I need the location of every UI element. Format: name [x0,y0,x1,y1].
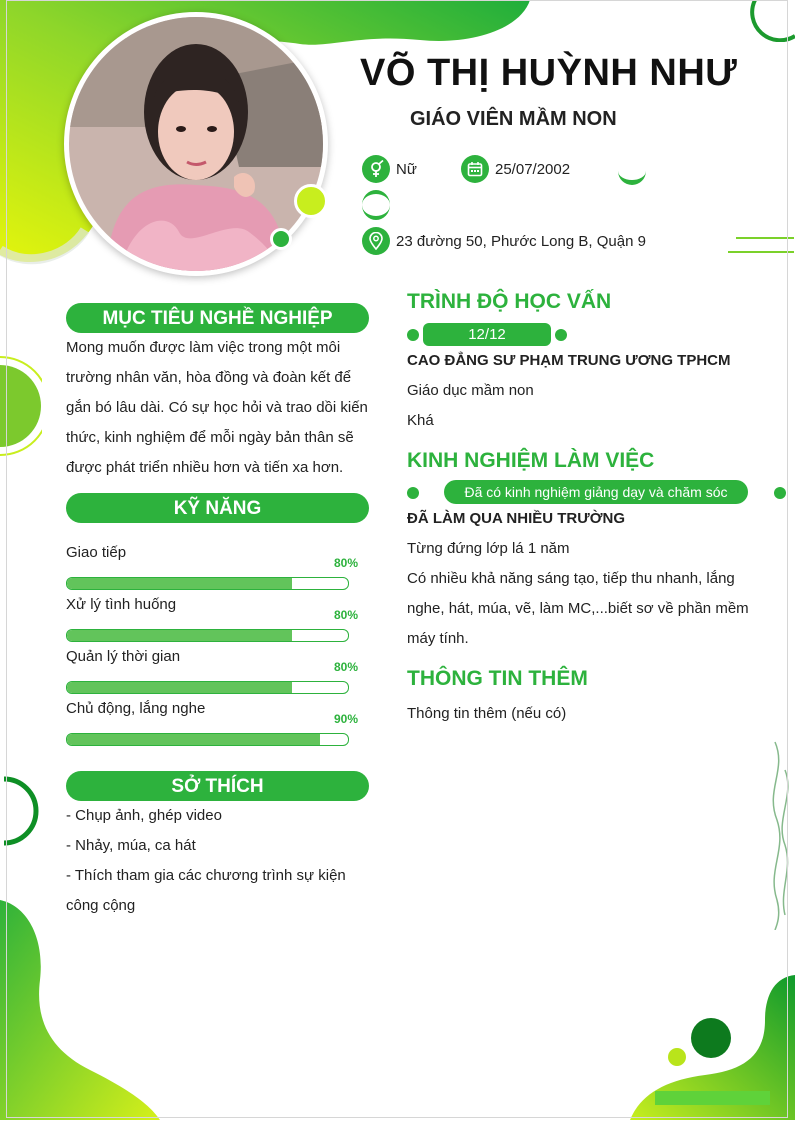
education-timeline-dot-left [407,329,419,341]
skill-label: Chủ động, lắng nghe [66,700,206,717]
education-title: TRÌNH ĐỘ HỌC VẤN [407,290,612,313]
skill-label: Xử lý tình huống [66,596,177,613]
skill-progress-bar [66,681,349,694]
grade: Khá [407,412,434,429]
extra-info-title: THÔNG TIN THÊM [407,667,588,690]
experience-heading: ĐÃ LÀM QUA NHIỀU TRƯỜNG [407,510,626,527]
objective-title: MỤC TIÊU NGHỀ NGHIỆP [66,303,369,333]
objective-line: gắn bó lâu dài. Có sự học hỏi và trao dồi kiến [66,399,368,416]
major: Giáo dục mầm non [407,382,534,399]
skill-progress-fill [67,682,292,693]
birthdate-row [461,155,570,183]
experience-line: Có nhiều khả năng sáng tạo, tiếp thu nhanh, lắng [407,570,735,587]
location-pin-icon [362,227,390,255]
experience-line: máy tính. [407,630,469,647]
job-title: GIÁO VIÊN MẦM NON [410,108,617,130]
gender-row [362,155,417,183]
skill-progress-fill [67,630,292,641]
skill-percent: 90% [334,712,359,726]
hobbies-list [66,801,376,921]
hobby-item: - Chụp ảnh, ghép video [66,807,222,824]
gender-icon [362,155,390,183]
avatar-frame [64,12,328,276]
skill-percent: 80% [334,556,359,570]
experience-timeline-dot-left [407,487,419,499]
extra-info-text: Thông tin thêm (nếu có) [407,705,567,722]
bottom-left-blob-decoration [0,900,170,1120]
school-name: CAO ĐẲNG SƯ PHẠM TRUNG ƯƠNG TPHCM [407,352,731,369]
skill-progress-bar [66,733,349,746]
experience-line: Từng đứng lớp lá 1 năm [407,540,570,557]
skill-progress-bar [66,629,349,642]
skill-label: Quản lý thời gian [66,648,181,665]
experience-title: KINH NGHIỆM LÀM VIỆC [407,449,655,472]
candidate-name: VÕ THỊ HUỲNH NHƯ [360,52,738,94]
empty-icon-placeholder [618,157,646,185]
address-row [362,227,646,255]
hobby-item: - Thích tham gia các chương trình sự kiện [66,867,346,884]
skills-title: KỸ NĂNG [66,493,369,523]
objective-line: trường nhân văn, hòa đồng và đoàn kết để [66,369,352,386]
hobby-item: công cộng [66,897,136,914]
avatar-accent-dot-small [270,228,292,250]
top-right-ring-decoration [745,0,795,42]
bottom-right-blob-decoration [625,975,795,1120]
left-half-circle-decoration [0,355,42,459]
gender-value: Nữ [396,160,417,178]
experience-description [407,534,767,654]
education-timeline-dot-right [555,329,567,341]
skill-percent: 80% [334,608,359,622]
hobbies-title: SỞ THÍCH [66,771,369,801]
left-ring-decoration [0,775,42,847]
right-lines-decoration [728,234,794,256]
empty-icon-placeholder-2 [362,190,390,220]
objective-text [66,333,376,483]
calendar-icon [461,155,489,183]
skill-progress-fill [67,734,320,745]
right-wavy-lines-decoration [765,740,795,930]
skill-progress-fill [67,578,292,589]
skill-percent: 80% [334,660,359,674]
hobby-item: - Nhảy, múa, ca hát [66,837,196,854]
address-value: 23 đường 50, Phước Long B, Quận 9 [396,232,646,250]
education-badge: 12/12 [423,323,551,346]
skill-progress-bar [66,577,349,590]
objective-line: được phát triển nhiều hơn và tiến xa hơn. [66,459,344,476]
skill-label: Giao tiếp [66,544,127,561]
birthdate-value: 25/07/2002 [495,160,571,178]
objective-line: thức, kinh nghiệm để mỗi ngày bản thân sẽ [66,429,354,446]
experience-timeline-dot-right [774,487,786,499]
experience-line: nghe, hát, múa, vẽ, làm MC,...biết sơ về phần mềm [407,600,749,617]
objective-line: Mong muốn được làm việc trong một môi [66,339,341,356]
experience-badge: Đã có kinh nghiệm giảng dạy và chăm sóc [444,480,748,504]
avatar-accent-dot-large [294,184,328,218]
